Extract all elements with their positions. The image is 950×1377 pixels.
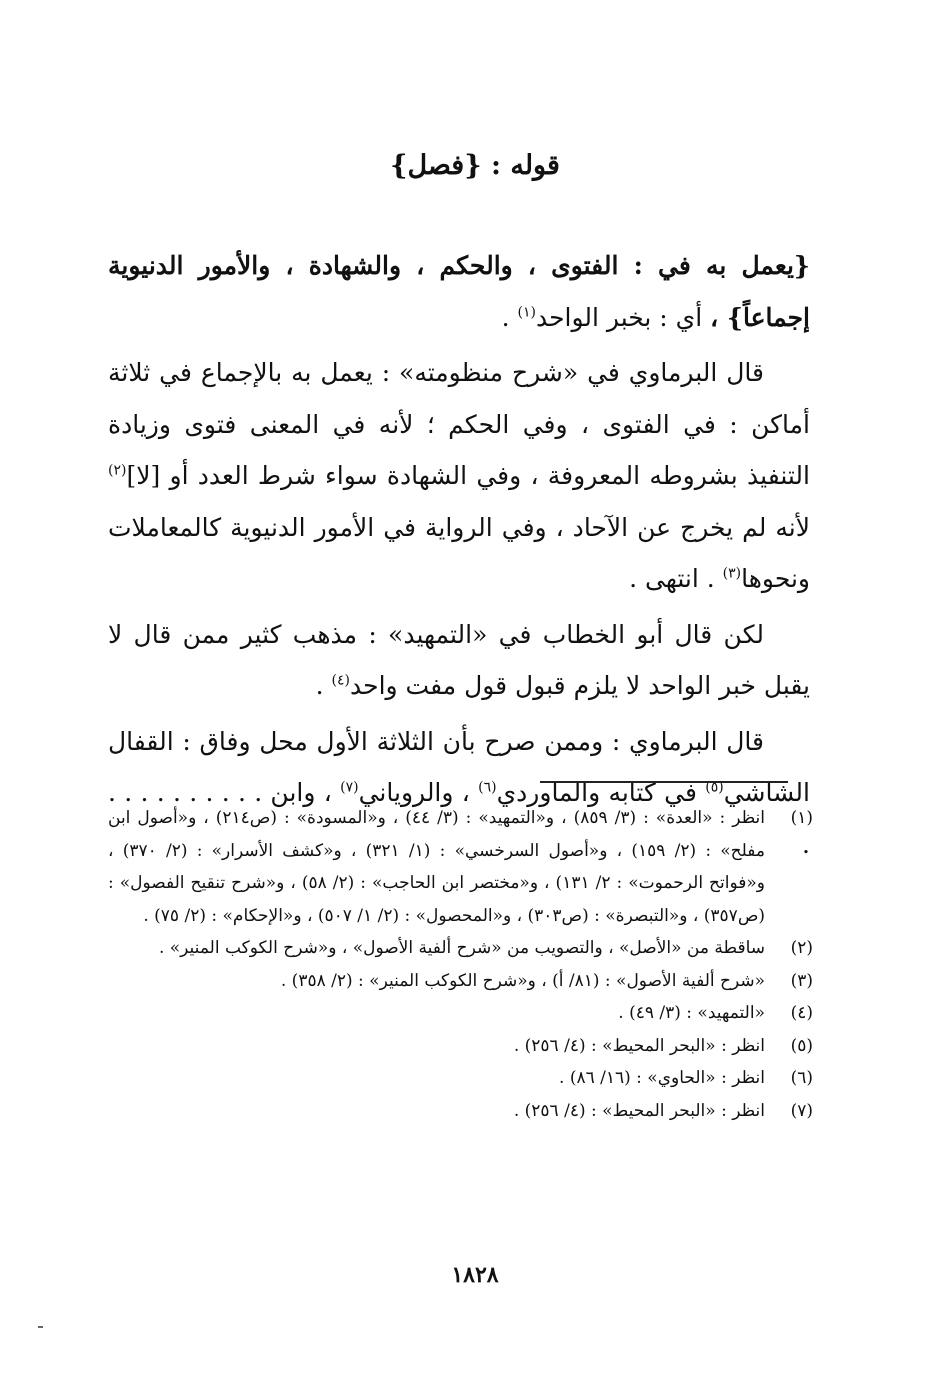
paragraph-2 [108, 347, 810, 605]
paragraph-text: لكن قال أبو الخطاب في «التمهيد» : مذهب كثير ممن قال لا يقبل خبر الواحد لا يلزم قبول قول مفت واحد [108, 619, 810, 700]
footnote-ref[interactable]: (٤) [331, 672, 350, 689]
footnote-ref[interactable]: (٦) [478, 779, 497, 796]
footnote-item [108, 932, 813, 965]
paragraph-text: . [501, 302, 518, 332]
paragraph-text: في كتابه والماوردي [496, 778, 706, 807]
footnote-ref[interactable]: (٢) [108, 462, 127, 479]
footnote-text: انظر : «البحر المحيط» : (٤/ ٢٥٦) . [513, 1100, 765, 1121]
footnote-item [108, 1095, 813, 1128]
footnote-divider [540, 781, 788, 783]
footnote-text: «شرح ألفية الأصول» : (٨١/ أ) ، و«شرح الكوكب المنير» : (٢/ ٣٥٨) . [280, 970, 765, 991]
paragraph-text: لأنه لم يخرج عن الآحاد ، وفي الرواية في الأمور الدنيوية كالمعاملات ونحوها [108, 512, 810, 593]
footnote-number: (٦) [790, 1068, 813, 1088]
footnote-item [108, 1030, 813, 1063]
section-heading: قوله : {فصل} [390, 150, 560, 181]
paragraph-text: ، وابن . . . . . . . . . . . [108, 778, 810, 859]
footnote-item [108, 802, 813, 932]
footnote-text: انظر : «البحر المحيط» : (٤/ ٢٥٦) . [513, 1035, 765, 1056]
footnote-ref[interactable]: (٧) [340, 779, 359, 796]
footnote-text: انظر : «الحاوي» : (١٦/ ٨٦) . [559, 1068, 765, 1088]
paragraph-text: قال البرماوي : وممن صرح بأن الثلاثة الأول محل وفاق : القفال الشاشي [108, 726, 810, 807]
footnote-item [108, 965, 813, 998]
footnote-number: (٣) [790, 970, 813, 991]
quoted-matn: {يعمل به في : الفتوى ، والحكم ، والشهادة ، والأمور الدنيوية إجماعاً} ، [108, 251, 810, 332]
footnote-text: ساقطة من «الأصل» ، والتصويب من «شرح ألفية الأصول» ، و«شرح الكوكب المنير» . [158, 938, 765, 958]
paragraph-text: أي : بخبر الواحد [535, 302, 711, 332]
paragraph-3 [108, 609, 810, 712]
footnote-text: «التمهيد» : (٣/ ٤٩) . [618, 1003, 765, 1023]
footnote-number: (٥) [790, 1035, 813, 1056]
footnotes [108, 802, 813, 1127]
paragraph-text: ، والروياني [358, 778, 479, 807]
footnote-number: (١) [790, 808, 813, 828]
page-number: ١٨٢٨ [451, 1262, 499, 1288]
main-text [108, 240, 810, 874]
footnote-ref[interactable]: (٣) [722, 565, 742, 582]
paragraph-text: قال البرماوي في «شرح منظومته» : يعمل به بالإجماع في ثلاثة أماكن : في الفتوى ، وفي الحكم ؛ لأنه في المعنى فتوى وزيادة التنفيذ بشروطه المعروفة ، وفي الشهادة سواء شرط العدد أو [لا] [108, 358, 810, 490]
footnote-number: (٢) [790, 938, 813, 958]
footnote-item [108, 1062, 813, 1095]
footnote-number: (٧) [790, 1100, 813, 1121]
footnote-text: انظر : «العدة» : (٣/ ٨٥٩) ، و«التمهيد» : (٣/ ٤٤) ، و«المسودة» : (ص٢١٤) ، و«أصول ابن مفلح» : (٢/ ١٥٩) ، و«أصول السرخسي» : (١/ ٣٢١) ، و«كشف الأسرار» : (٢/ ٣٧٠) ، و«فواتح الرحموت» : ٢/ ١٣١) ، و«مختصر ابن الحاجب» : (٢/ ٥٨) ، و«شرح تنقيح الفصول» : (ص٣٥٧) ، و«التبصرة» : (ص٣٠٣) ، و«المحصول» : (٢/ ١/ ٥٠٧) ، و«الإحكام» : (٢/ ٧٥) . [108, 808, 766, 926]
footnote-ref[interactable]: (١) [517, 304, 536, 321]
scan-mark [38, 1326, 43, 1328]
paragraph-text: . انتهى . [629, 564, 723, 593]
paragraph-text: . [315, 671, 332, 700]
footnote-ref[interactable]: (٥) [705, 779, 724, 796]
footnote-item [108, 997, 813, 1030]
paragraph-1 [108, 240, 810, 343]
footnote-number: (٤) [790, 1003, 813, 1023]
